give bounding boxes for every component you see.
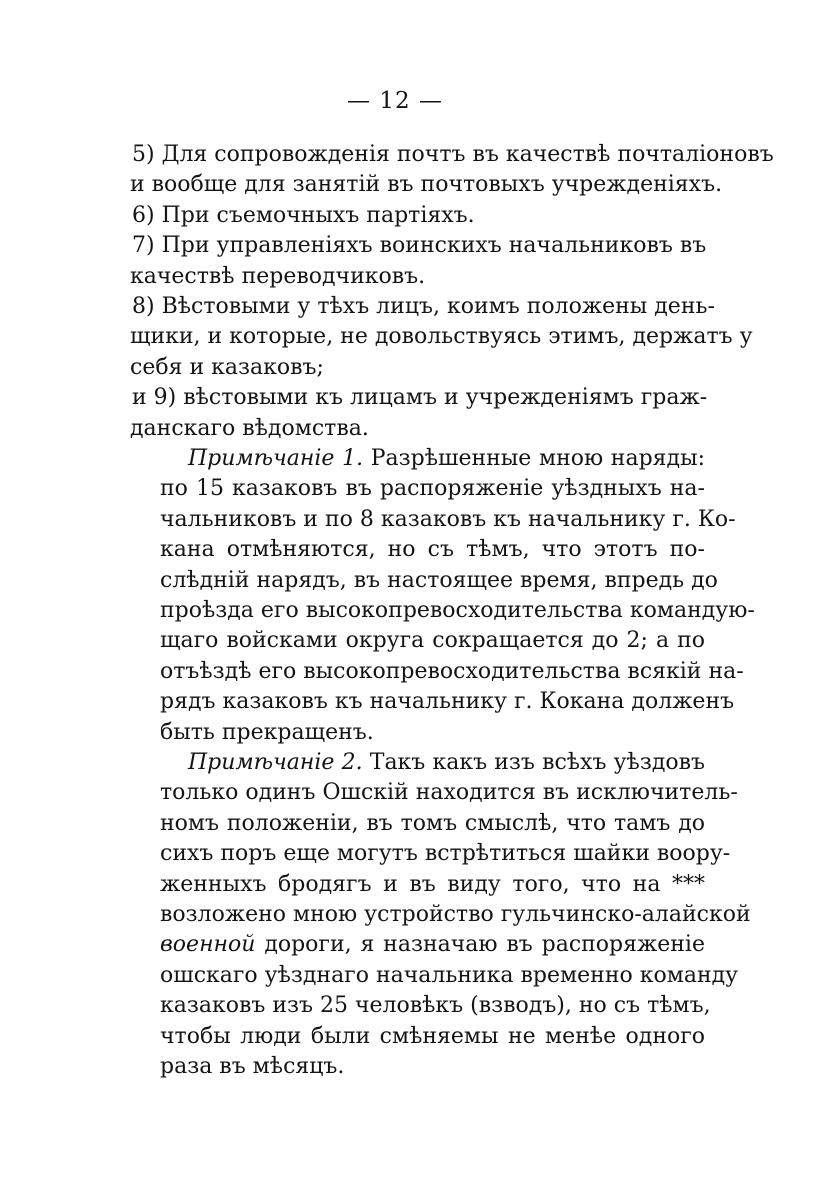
text-line: быть прекращенъ. [160, 719, 374, 745]
text-line: себя и казаковъ; [130, 354, 324, 380]
text-line: 8) Вѣстовыми у тѣхъ лицъ, коимъ положены день- [132, 293, 715, 319]
text-line: чальниковъ и по 8 казаковъ къ начальнику г. Ко- [160, 506, 736, 532]
note-first-line [160, 444, 705, 474]
page-number: — 12 — [347, 88, 443, 114]
note-label: Примѣчаніе 1. [188, 446, 364, 471]
text-line: чтобы люди были смѣняемы не менѣе одного [160, 1023, 705, 1049]
text-line: щики, и которые, не довольствуясь этимъ, держатъ у [130, 324, 753, 350]
text-line: рядъ казаковъ къ начальнику г. Кокана долженъ [160, 689, 735, 715]
italic-word: военной [160, 932, 256, 958]
text-line: сихъ поръ еще могутъ встрѣтиться шайки воору- [160, 841, 731, 867]
text-line: только одинъ Ошскій находится въ исключитель- [160, 780, 738, 806]
text-line: возложено мною устройство гульчинско-алайской [160, 901, 751, 927]
note-text: дороги, я назначаю въ распоряженіе [264, 932, 705, 958]
text-line: раза въ мѣсяцъ. [160, 1053, 345, 1079]
text-line: и 9) вѣстовыми къ лицамъ и учрежденіямъ граж- [132, 385, 708, 411]
text-line: проѣзда его высокопревосходительства командую- [160, 597, 755, 623]
note-1 [160, 444, 755, 748]
text-line: и вообще для занятій въ почтовыхъ учрежденіяхъ. [130, 172, 723, 198]
text-line: отъѣздѣ его высокопревосходительства всякій на- [160, 658, 744, 684]
text-line: щаго войсками округа сокращается до 2; а по [160, 628, 705, 654]
text-line: женныхъ бродягъ и въ виду того, что на *** [160, 871, 705, 897]
text-line: номъ положеніи, въ томъ смыслѣ, что тамъ до [160, 810, 705, 836]
main-text [130, 140, 774, 444]
text-line: слѣдній нарядъ, въ настоящее время, впредь до [160, 567, 718, 593]
note-text: Такъ какъ изъ всѣхъ уѣздовъ [369, 750, 705, 775]
text-line: 7) При управленіяхъ воинскихъ начальниковъ въ [132, 233, 707, 259]
text-line: по 15 казаковъ въ распоряженіе уѣздныхъ на- [160, 476, 705, 502]
text-line: казаковъ изъ 25 человѣкъ (взводъ), но съ тѣмъ, [160, 993, 711, 1019]
note-label: Примѣчаніе 2. [188, 750, 363, 775]
text-line: данскаго вѣдомства. [130, 415, 369, 441]
note-text: Разрѣшенные мною наряды: [370, 446, 706, 471]
text-line: 5) Для сопровожденія почтъ въ качествѣ почталіоновъ [132, 142, 774, 167]
text-line: кана отмѣняются, но съ тѣмъ, что этотъ по- [160, 537, 705, 563]
note-first-line [160, 748, 705, 778]
text-line: ошскаго уѣзднаго начальника временно команду [160, 962, 739, 988]
note-2 [160, 748, 751, 1082]
text-line: 6) При съемочныхъ партіяхъ. [132, 202, 475, 228]
italic-line [160, 930, 705, 960]
text-line: качествѣ переводчиковъ. [130, 263, 426, 289]
